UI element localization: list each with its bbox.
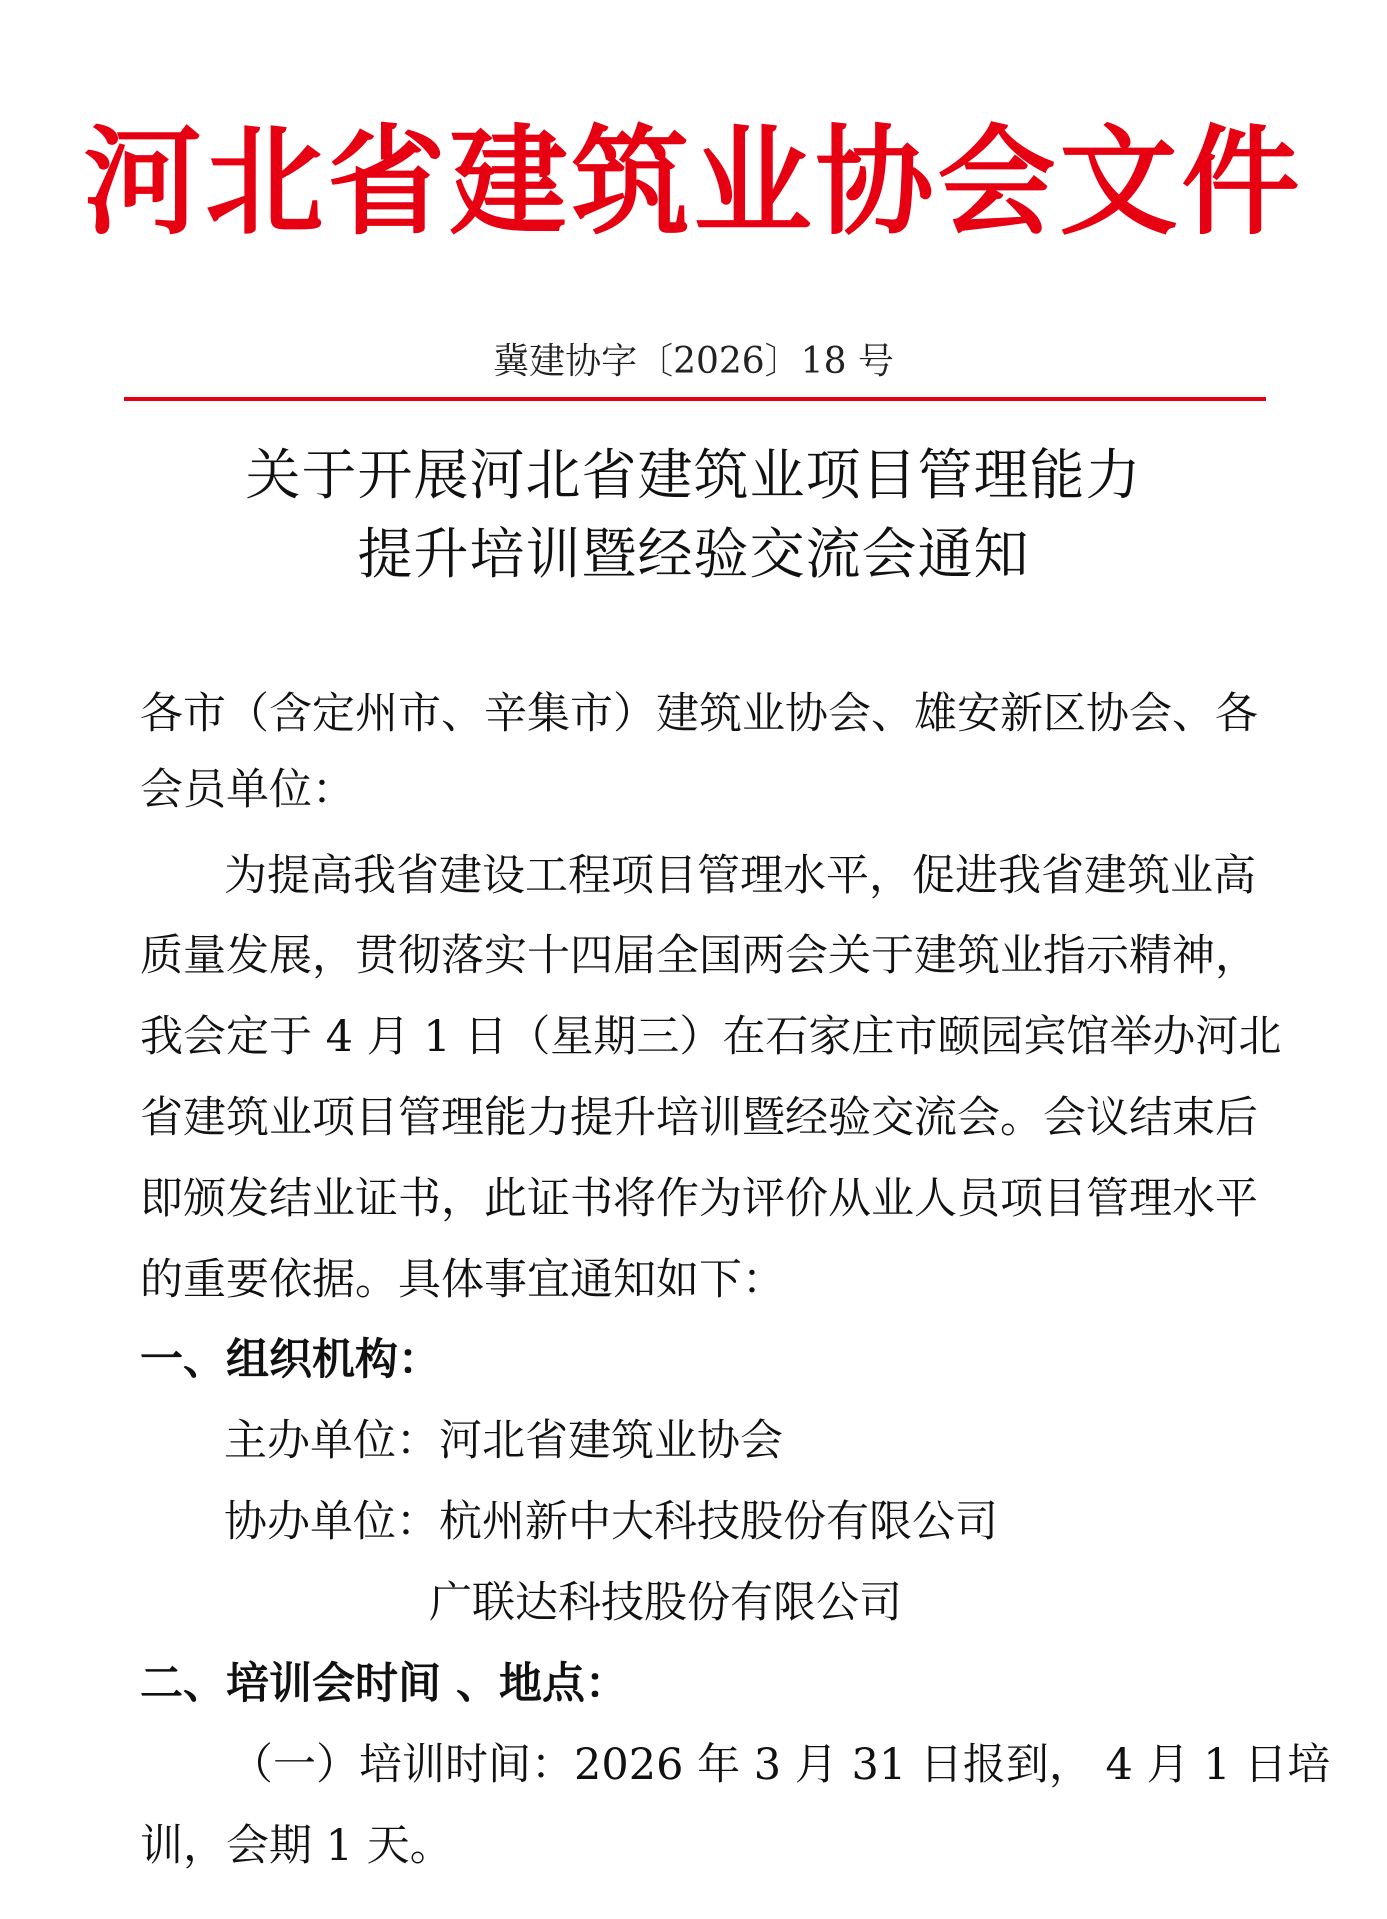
- section-2-heading: 二、培训会时间 、地点：: [140, 1659, 628, 1709]
- paragraph-1-line-2: 质量发展，贯彻落实十四届全国两会关于建筑业指示精神，: [140, 931, 1258, 981]
- host-organization-line: 主办单位：河北省建筑业协会: [224, 1416, 783, 1466]
- section-1-heading: 一、组织机构：: [140, 1335, 441, 1385]
- paragraph-1-line-5: 即颁发结业证书，此证书将作为评价从业人员项目管理水平: [140, 1174, 1258, 1224]
- notice-title-line-1: 关于开展河北省建筑业项目管理能力: [245, 443, 1142, 507]
- red-divider-line: [124, 397, 1266, 401]
- addressee-line-2: 会员单位：: [140, 765, 355, 815]
- document-number: 冀建协字〔2026〕18 号: [493, 341, 894, 382]
- training-time-line-1: （一）培训时间：2026 年 3 月 31 日报到， 4 月 1 日培: [230, 1740, 1331, 1790]
- notice-title-line-2: 提升培训暨经验交流会通知: [357, 522, 1030, 586]
- addressee-line-1: 各市（含定州市、辛集市）建筑业协会、雄安新区协会、各: [140, 689, 1258, 739]
- paragraph-1-line-3: 我会定于 4 月 1 日（星期三）在石家庄市颐园宾馆举办河北: [140, 1012, 1282, 1062]
- training-time-line-2: 训，会期 1 天。: [140, 1821, 453, 1871]
- coorganizer-line-1: 协办单位：杭州新中大科技股份有限公司: [224, 1497, 998, 1547]
- issuer-header-title: 河北省建筑业协会文件: [83, 112, 1304, 251]
- paragraph-1-line-1: 为提高我省建设工程项目管理水平，促进我省建筑业高: [224, 851, 1256, 901]
- paragraph-1-line-4: 省建筑业项目管理能力提升培训暨经验交流会。会议结束后: [140, 1093, 1258, 1143]
- coorganizer-line-2: 广联达科技股份有限公司: [429, 1578, 902, 1628]
- paragraph-1-line-6: 的重要依据。具体事宜通知如下：: [140, 1255, 785, 1305]
